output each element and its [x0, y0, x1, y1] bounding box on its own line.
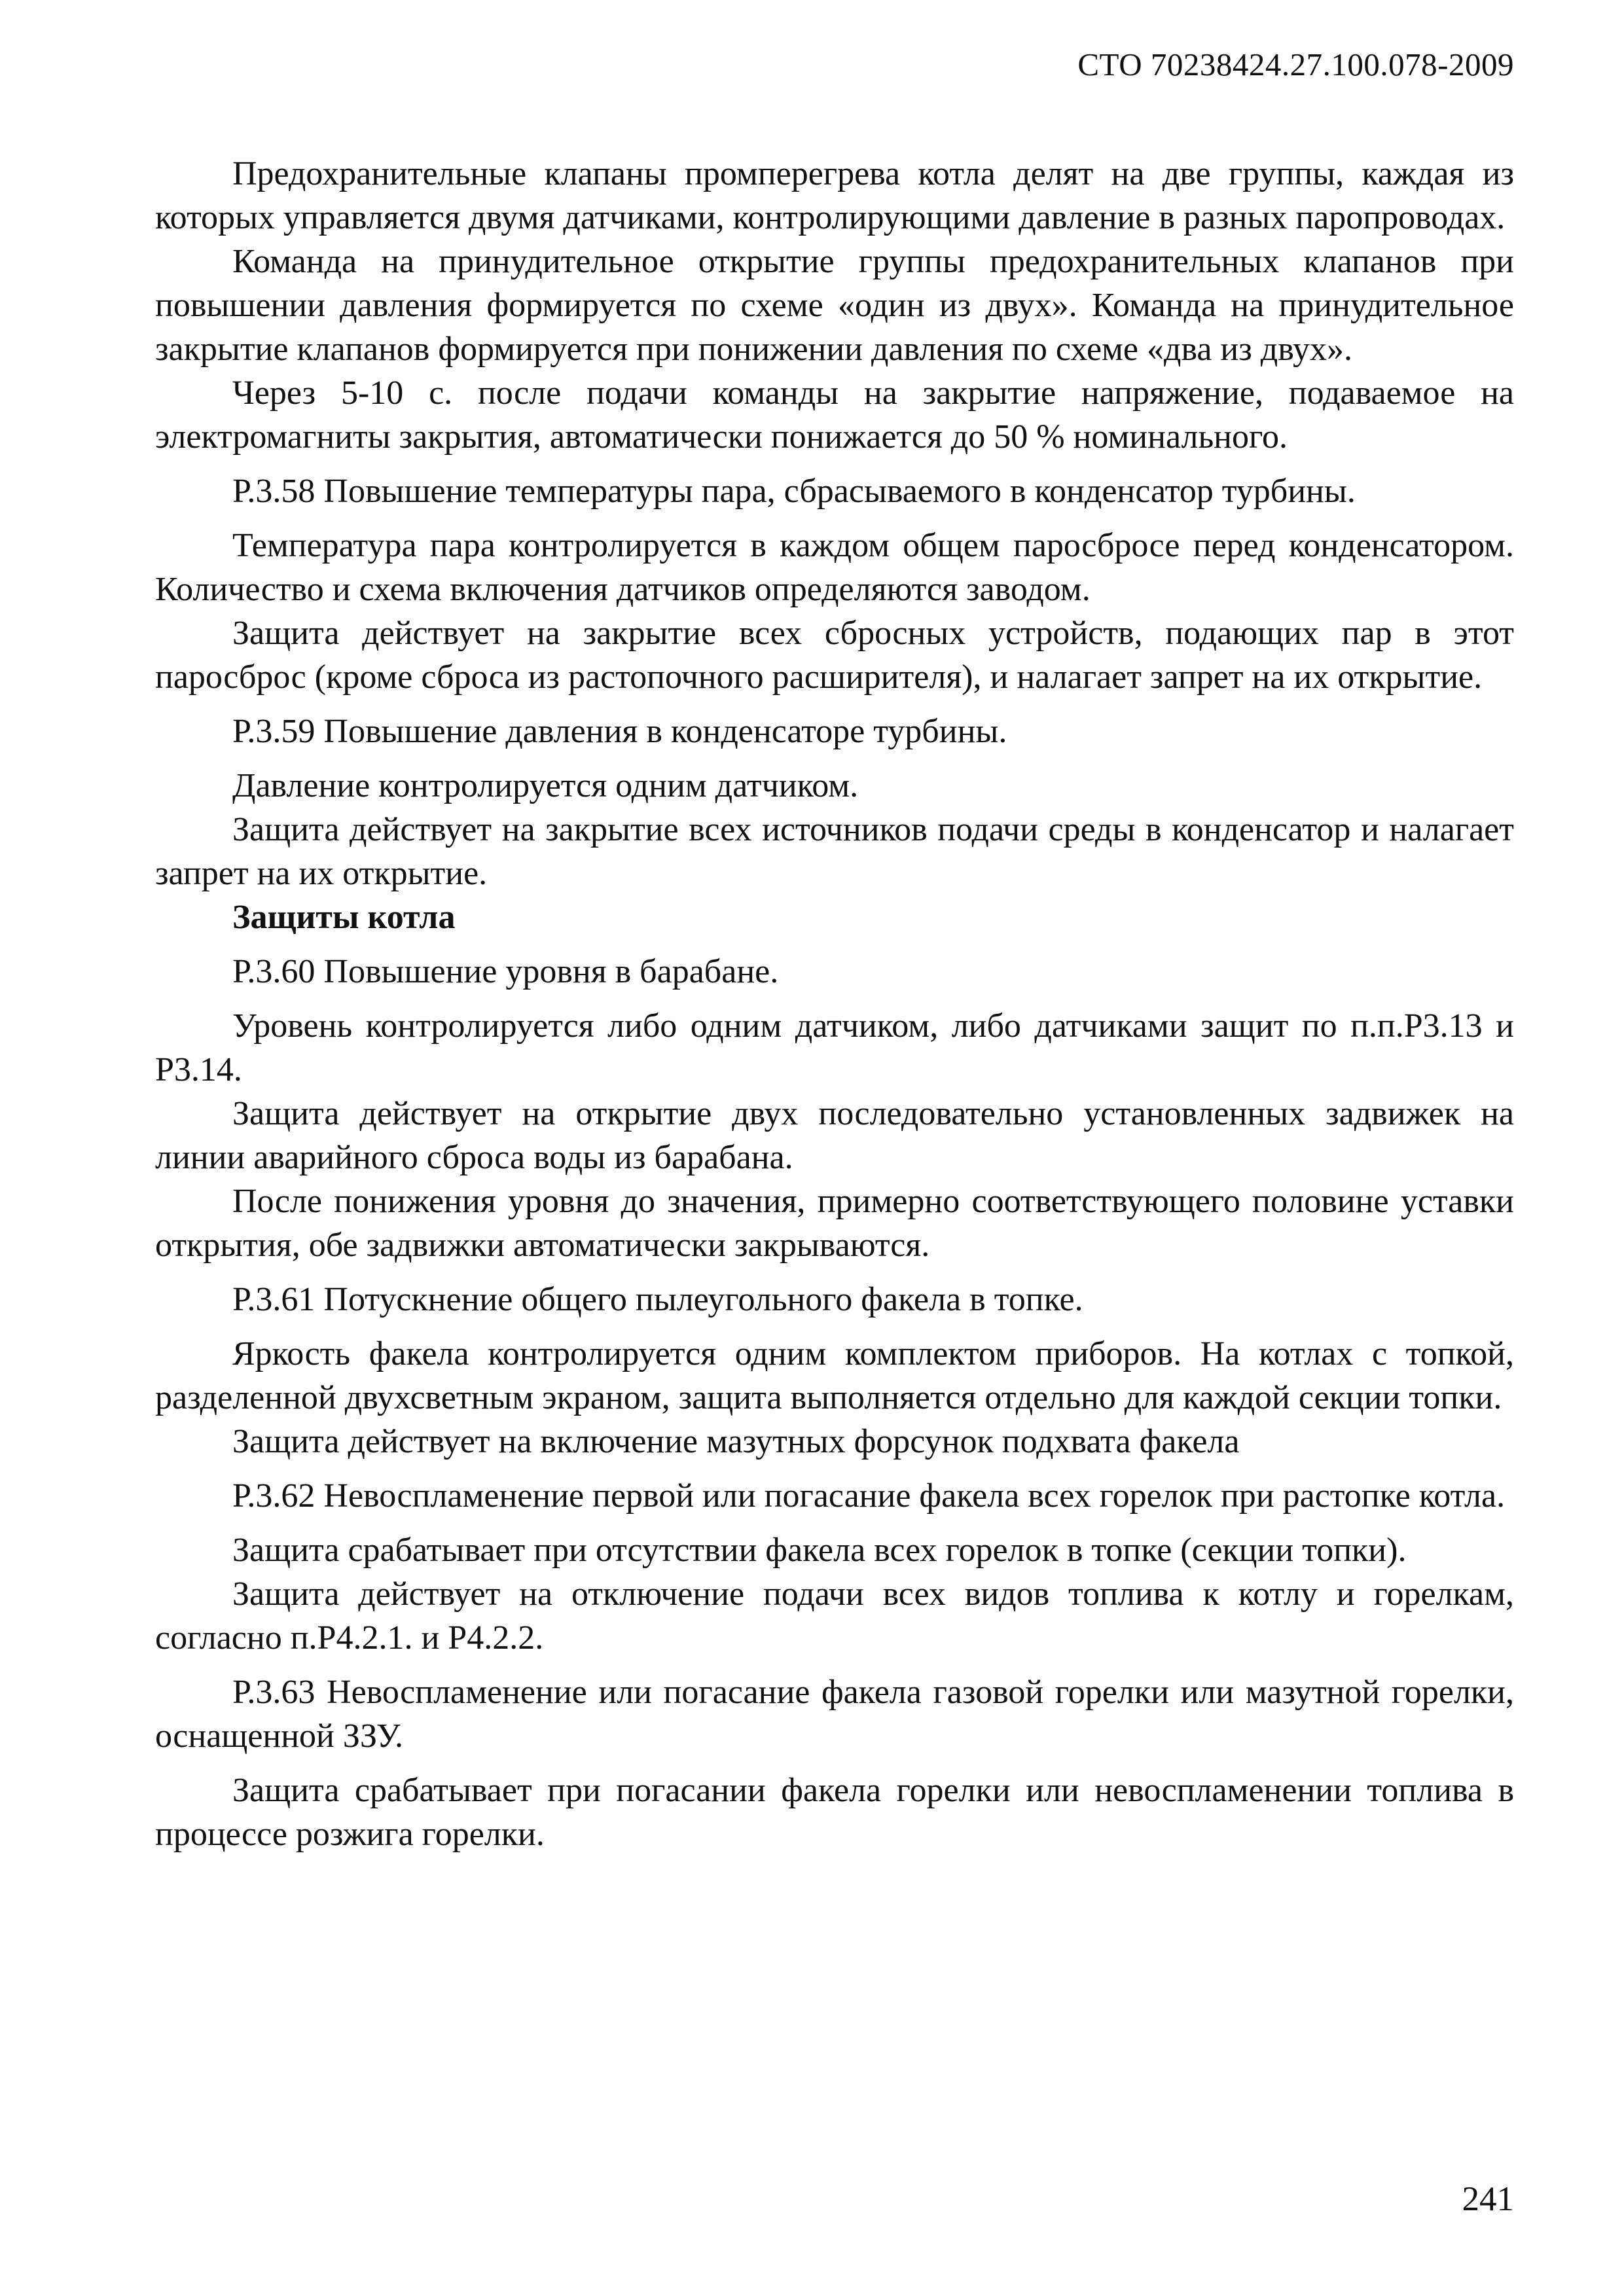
paragraph: Защита срабатывает при погасании факела горелки или невоспламенении топлива в процессе розжига горелки.	[155, 1772, 1514, 1853]
paragraph: Защита действует на включение мазутных форсунок подхвата факела	[232, 1423, 1240, 1460]
paragraph: Уровень контролируется либо одним датчиком, либо датчиками защит по п.п.Р3.13 и Р3.14.	[155, 1007, 1514, 1088]
page-number: 241	[1462, 2180, 1514, 2218]
paragraph: Яркость факела контролируется одним комплектом приборов. На котлах с топкой, разделенной двухсветным экраном, защита выполняется отдельно для каждой секции топки.	[155, 1335, 1514, 1416]
paragraph: Защита действует на отключение подачи всех видов топлива к котлу и горелкам, согласно п.Р4.2.1. и Р4.2.2.	[155, 1575, 1514, 1657]
section-item-p3-60: Р.3.60 Повышение уровня в барабане.	[232, 953, 779, 990]
paragraph: Температура пара контролируется в каждом общем паросбросе перед конденсатором. Количество и схема включения датчиков определяются заводом.	[155, 527, 1514, 608]
section-item-p3-62: Р.3.62 Невоспламенение первой или погасание факела всех горелок при растопке котла.	[232, 1477, 1506, 1515]
document-code-header: СТО 70238424.27.100.078-2009	[1077, 46, 1514, 82]
paragraph: Защита действует на закрытие всех сбросных устройств, подающих пар в этот паросброс (кроме сброса из растопочного расширителя), и налагает запрет на их открытие.	[155, 615, 1514, 696]
section-item-p3-61: Р.3.61 Потускнение общего пылеугольного факела в топке.	[232, 1281, 1083, 1318]
paragraph: Команда на принудительное открытие группы предохранительных клапанов при повышении давления формируется по схеме «один из двух». Команда на принудительное закрытие клапанов формируется при понижении давления по схеме «два из двух».	[155, 243, 1514, 368]
section-item-p3-63: Р.3.63 Невоспламенение или погасание факела газовой горелки или мазутной горелки, оснащенной ЗЗУ.	[155, 1674, 1514, 1755]
section-item-p3-58: Р.3.58 Повышение температуры пара, сбрасываемого в конденсатор турбины.	[232, 473, 1356, 510]
section-heading: Защиты котла	[232, 899, 456, 936]
paragraph: Через 5-10 с. после подачи команды на закрытие напряжение, подаваемое на электромагниты закрытия, автоматически понижается до 50 % номинального.	[155, 374, 1514, 456]
paragraph: После понижения уровня до значения, примерно соответствующего половине уставки открытия, обе задвижки автоматически закрываются.	[155, 1183, 1514, 1264]
paragraph: Защита действует на закрытие всех источников подачи среды в конденсатор и налагает запрет на их открытие.	[155, 811, 1514, 892]
paragraph: Давление контролируется одним датчиком.	[232, 767, 859, 804]
document-body	[155, 152, 1514, 1856]
paragraph: Защита действует на открытие двух последовательно установленных задвижек на линии аварийного сброса воды из барабана.	[155, 1095, 1514, 1176]
section-item-p3-59: Р.3.59 Повышение давления в конденсаторе турбины.	[232, 713, 1007, 750]
paragraph: Предохранительные клапаны промперегрева котла делят на две группы, каждая из которых управляется двумя датчиками, контролирующими давление в разных паропроводах.	[155, 155, 1514, 236]
paragraph: Защита срабатывает при отсутствии факела всех горелок в топке (секции топки).	[232, 1532, 1407, 1569]
